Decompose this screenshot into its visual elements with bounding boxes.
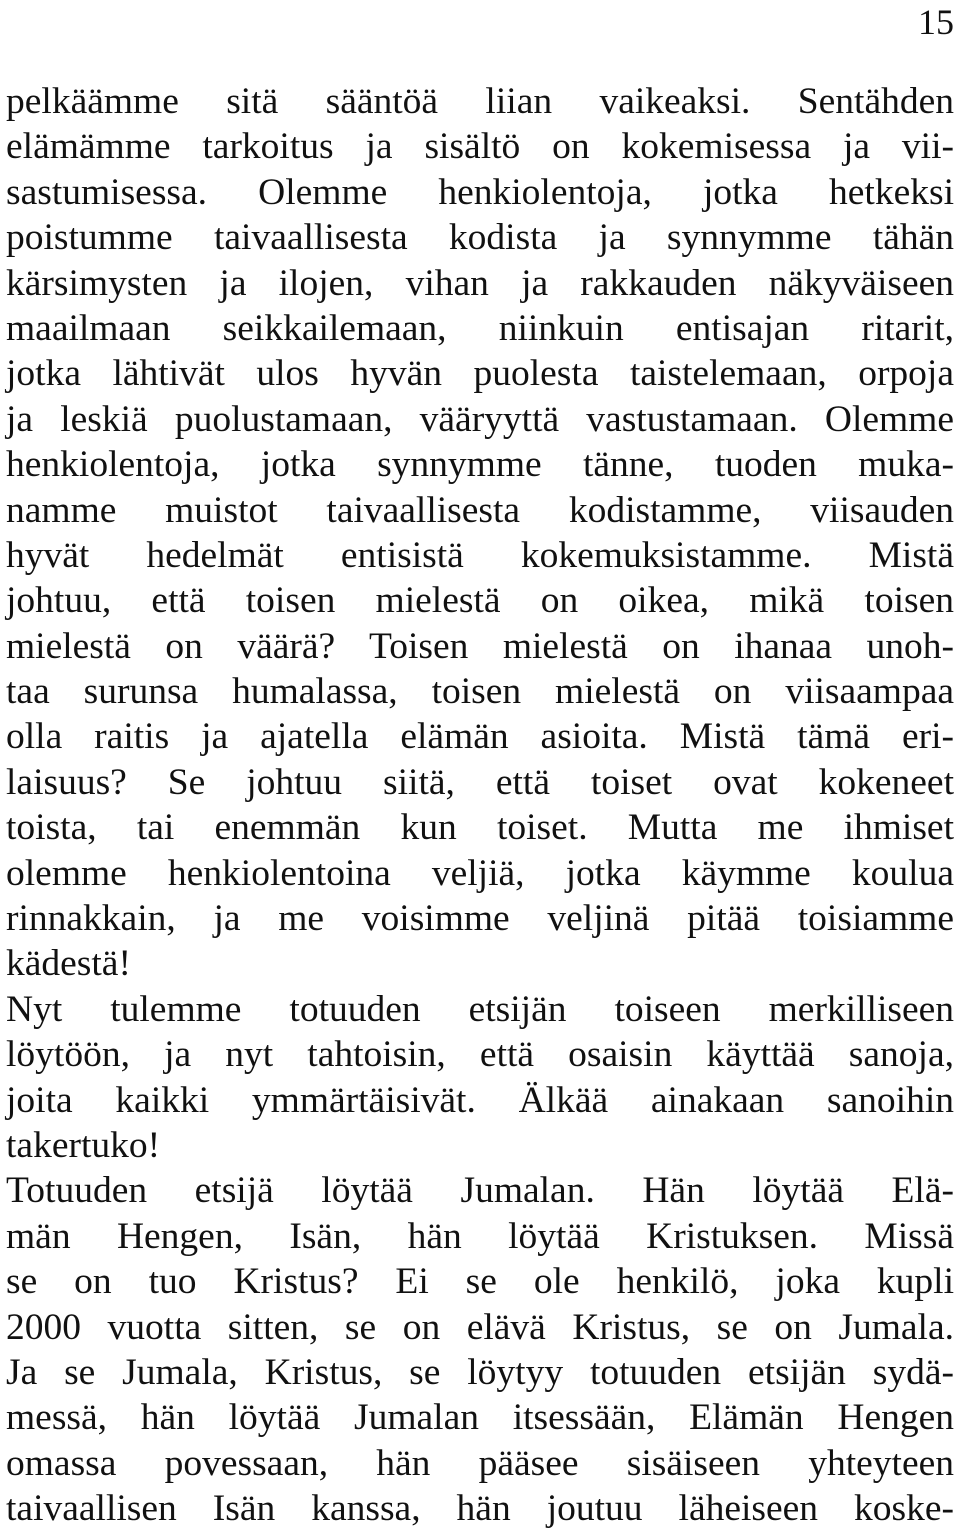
text-line: löytöön, ja nyt tahtoisin, että osaisin käyttää sanoja, (6, 1034, 954, 1076)
text-line: taa surunsa humalassa, toisen mielestä on viisaampaa (6, 671, 954, 713)
text-line: elämämme tarkoitus ja sisältö on kokemisessa ja vii- (6, 126, 954, 168)
text-line: Ja se Jumala, Kristus, se löytyy totuuden etsijän sydä- (6, 1351, 954, 1393)
text-line: jotka lähtivät ulos hyvän puolesta taistelemaan, orpoja (6, 353, 954, 395)
text-line: kärsimysten ja ilojen, vihan ja rakkauden näkyväiseen (6, 262, 954, 304)
text-line: takertuko! (6, 1124, 161, 1166)
text-line: kädestä! (6, 943, 131, 985)
text-line: poistumme taivaallisesta kodista ja synnymme tähän (6, 217, 954, 259)
text-line: män Hengen, Isän, hän löytää Kristuksen. Missä (6, 1215, 954, 1257)
text-line: se on tuo Kristus? Ei se ole henkilö, joka kupli (6, 1261, 954, 1303)
text-line: taivaallisen Isän kanssa, hän joutuu läheiseen koske- (6, 1488, 954, 1530)
text-line: sastumisessa. Olemme henkiolentoja, jotka hetkeksi (6, 171, 954, 213)
text-line: Totuuden etsijä löytää Jumalan. Hän löytää Elä- (6, 1170, 954, 1212)
text-line: hyvät hedelmät entisistä kokemuksistamme. Mistä (6, 534, 954, 576)
text-line: maailmaan seikkailemaan, niinkuin entisajan ritarit, (6, 307, 954, 349)
text-line: henkiolentoja, jotka synnymme tänne, tuoden muka- (6, 444, 954, 486)
text-line: namme muistot taivaallisesta kodistamme, viisauden (6, 489, 954, 531)
body-text (6, 79, 954, 1532)
text-line: rinnakkain, ja me voisimme veljinä pitää toisiamme (6, 898, 954, 940)
text-line: 2000 vuotta sitten, se on elävä Kristus, se on Jumala. (6, 1306, 954, 1348)
text-line: mielestä on väärä? Toisen mielestä on ihanaa unoh- (6, 625, 954, 667)
text-line: toista, tai enemmän kun toiset. Mutta me ihmiset (6, 807, 954, 849)
text-line: laisuus? Se johtuu siitä, että toiset ovat kokeneet (6, 761, 954, 803)
text-line: olemme henkiolentoina veljiä, jotka käymme koulua (6, 852, 954, 894)
text-line: olla raitis ja ajatella elämän asioita. Mistä tämä eri- (6, 716, 954, 758)
text-line: ja leskiä puolustamaan, vääryyttä vastustamaan. Olemme (6, 398, 954, 440)
text-line: Nyt tulemme totuuden etsijän toiseen merkilliseen (6, 988, 954, 1030)
text-line: joita kaikki ymmärtäisivät. Älkää ainakaan sanoihin (6, 1079, 954, 1121)
text-line: pelkäämme sitä sääntöä liian vaikeaksi. Sentähden (6, 81, 954, 122)
text-line: johtuu, että toisen mielestä on oikea, mikä toisen (6, 580, 954, 622)
page-number: 15 (918, 2, 954, 42)
text-line: messä, hän löytää Jumalan itsessään, Elämän Hengen (6, 1397, 954, 1439)
text-line: omassa povessaan, hän pääsee sisäiseen yhteyteen (6, 1442, 954, 1484)
